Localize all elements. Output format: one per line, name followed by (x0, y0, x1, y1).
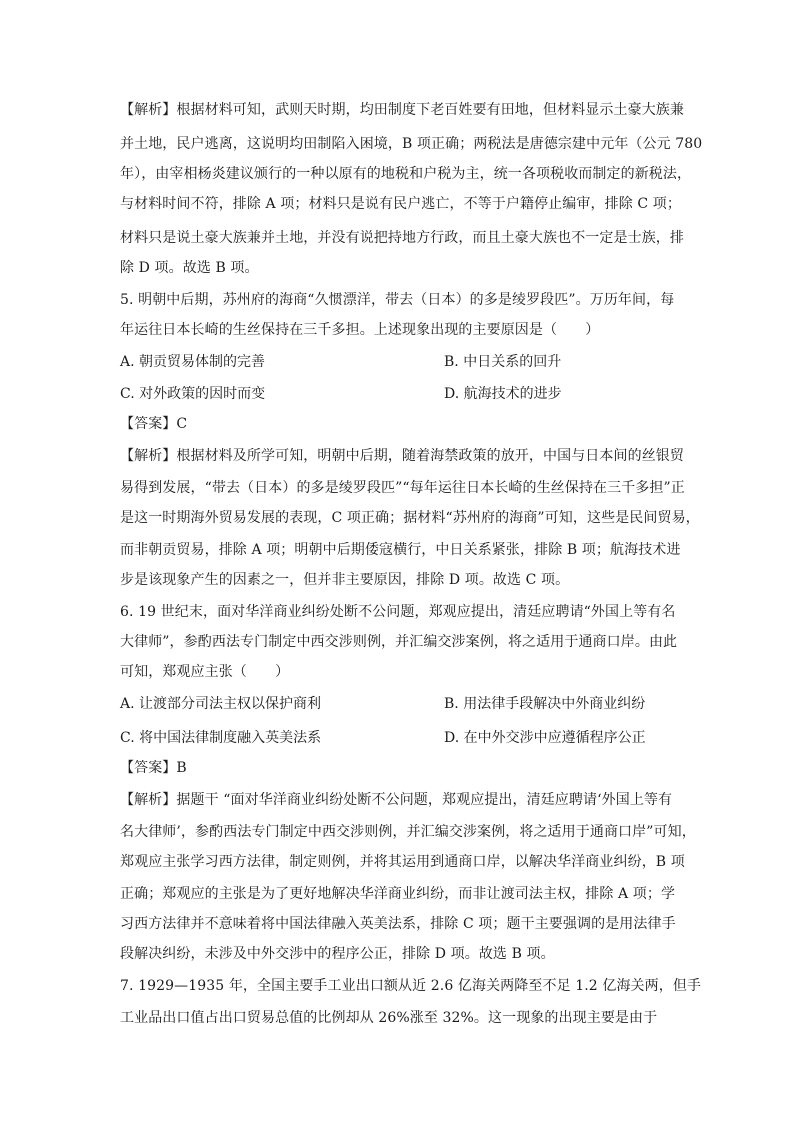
q5-answer: 【答案】C (120, 416, 188, 432)
q6-analysis-line: 名大律师’，参酌西法专门制定中西交涉则例，并汇编交涉案例，将之适用于通商口岸”可知， (120, 824, 696, 840)
question-7-stem: 7. 1929—1935 年，全国主要手工业出口额从近 2.6 亿海关两降至不足 1.2 亿海关两，但手 (120, 978, 702, 994)
analysis-line: 材料只是说土豪大族兼并土地，并没有说把持地方行政，而且土豪大族也不一定是士族，排 (120, 230, 684, 246)
q5-option-a: A. 朝贡贸易体制的完善 (120, 354, 266, 370)
q6-analysis-line: 郑观应主张学习西方法律，制定则例，并将其运用到通商口岸，以解决华洋商业纠纷，B 项 (120, 854, 685, 870)
q5-analysis-line: 是这一时期海外贸易发展的表现，C 项正确；据材料“苏州府的海商”可知，这些是民间贸易， (120, 510, 700, 526)
question-6-stem: 可知，郑观应主张（ ） (120, 664, 290, 680)
question-6-stem: 6. 19 世纪末，面对华洋商业纠纷处断不公问题，郑观应提出，清廷应聘请“外国上等有名 (120, 604, 676, 620)
q6-option-a: A. 让渡部分司法主权以保护商利 (120, 696, 322, 712)
analysis-line: 与材料时间不符，排除 A 项；材料只是说有民户逃亡，不等于户籍停止编审，排除 C 项； (120, 196, 681, 212)
question-6-stem: 大律师”，参酌西法专门制定中西交涉则例，并汇编交涉案例，将之适用于通商口岸。由此 (120, 634, 678, 650)
question-5-stem: 年运往日本长崎的生丝保持在三千多担。上述现象出现的主要原因是（ ） (120, 322, 600, 338)
q6-option-b: B. 用法律手段解决中外商业纠纷 (444, 696, 646, 712)
analysis-line: 并土地，民户逃离，这说明均田制陷入困境，B 项正确；两税法是唐德宗建中元年（公元 780 (120, 136, 703, 152)
q5-analysis-line: 易得到发展，“带去（日本）的多是绫罗段匹”“每年运往日本长崎的生丝保持在三千多担”正 (120, 480, 685, 496)
q6-analysis-line: 正确；郑观应的主张是为了更好地解决华洋商业纠纷，而非让渡司法主权，排除 A 项；学 (120, 886, 676, 902)
q6-option-d: D. 在中外交涉中应遵循程序公正 (444, 730, 646, 746)
q6-answer: 【答案】B (120, 760, 187, 776)
question-5-stem: 5. 明朝中后期，苏州府的海商“久惯漂洋，带去（日本）的多是绫罗段匹”。万历年间，每 (120, 292, 675, 308)
q6-analysis-line: 习西方法律并不意味着将中国法律融入英美法系，排除 C 项；题干主要强调的是用法律手 (120, 916, 676, 932)
analysis-line: 【解析】根据材料可知，武则天时期，均田制度下老百姓要有田地，但材料显示土豪大族兼 (120, 102, 684, 118)
analysis-line: 除 D 项。故选 B 项。 (120, 260, 259, 276)
q5-analysis-line: 【解析】根据材料及所学可知，明朝中后期，随着海禁政策的放开，中国与日本间的丝银贸 (120, 448, 684, 464)
q5-analysis-line: 而非朝贡贸易，排除 A 项；明朝中后期倭寇横行，中日关系紧张，排除 B 项；航海技术进 (120, 542, 681, 558)
q6-option-c: C. 将中国法律制度融入英美法系 (120, 730, 322, 746)
q6-analysis-line: 段解决纠纷，未涉及中外交涉中的程序公正，排除 D 项。故选 B 项。 (120, 946, 555, 962)
question-7-stem: 工业品出口值占出口贸易总值的比例却从 26%涨至 32%。这一现象的出现主要是由于 (120, 1010, 658, 1026)
q5-option-c: C. 对外政策的因时而变 (120, 386, 266, 402)
q5-option-b: B. 中日关系的回升 (444, 354, 562, 370)
q6-analysis-line: 【解析】据题干 “面对华洋商业纠纷处断不公问题，郑观应提出，清廷应聘请‘外国上等有 (120, 792, 673, 808)
q5-analysis-line: 步是该现象产生的因素之一，但并非主要原因，排除 D 项。故选 C 项。 (120, 572, 570, 588)
analysis-line: 年），由宰相杨炎建议颁行的一种以原有的地税和户税为主，统一各项税收而制定的新税法， (120, 166, 692, 182)
q5-option-d: D. 航海技术的进步 (444, 386, 562, 402)
